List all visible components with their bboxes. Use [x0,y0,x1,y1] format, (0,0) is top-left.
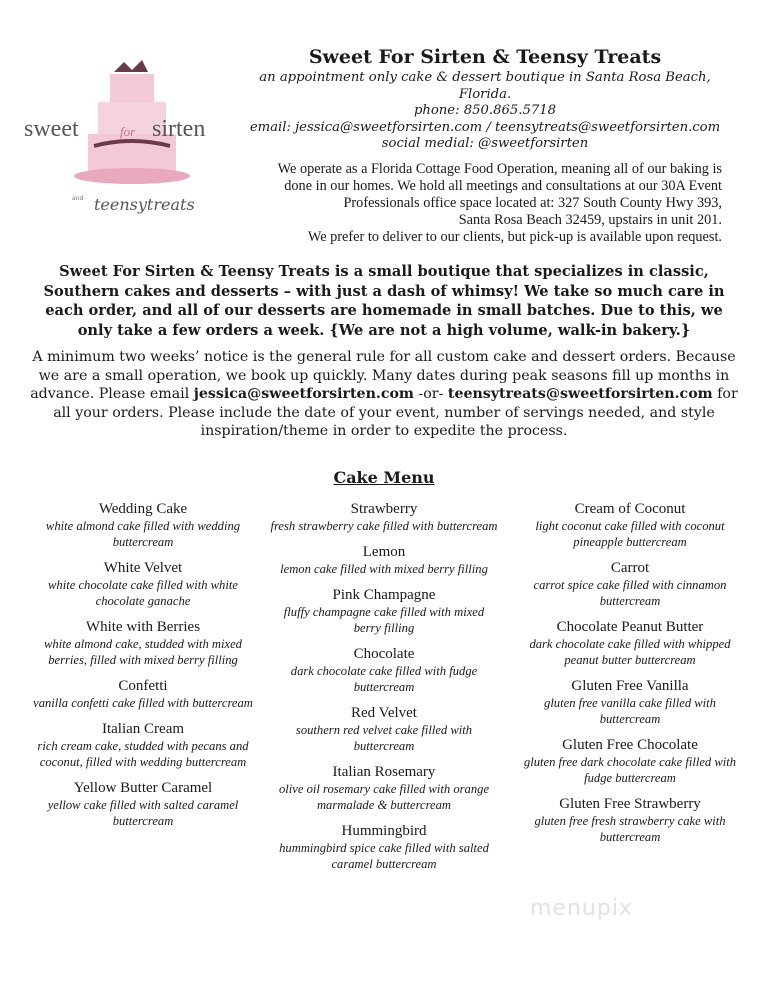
menu-item-desc: dark chocolate cake filled with whipped peanut butter buttercream [529,637,731,667]
menu-item-name: Italian Cream [101,721,185,737]
menu-item-name: White with Berries [85,619,201,635]
menu-item-name: Red Velvet [351,705,417,721]
menu-column-3 [515,500,745,854]
menu-item-name: Gluten Free Vanilla [571,678,689,694]
svg-text:sirten: sirten [152,116,206,142]
menu-item [515,559,745,609]
menu-item-name: Lemon [362,544,406,560]
menu-column-2 [269,500,499,881]
intro-paragraph: Sweet For Sirten & Teensy Treats is a small boutique that specializes in classic, Southern cakes and desserts – with just a dash of whimsy! We take so much care in each order, and all of our desserts are homemade in small batches. Due to this, we only take a few orders a week. {We are not a high volume, walk-in bakery.} [43,263,725,339]
email: email: jessica@sweetforsirten.com / teensytreats@sweetforsirten.com [249,119,721,135]
svg-text:teensytreats: teensytreats [94,195,195,214]
menu-column-1 [28,500,258,838]
menu-item [269,704,499,754]
menu-item [515,795,745,845]
menu-item [515,677,745,727]
notice-text: for all your orders. Please include the date of your event, number of servings needed, and style inspiration/theme in order to expedite the process. [53,386,738,439]
menu-item [269,822,499,872]
menu-item-desc: gluten free dark chocolate cake filled with fudge buttercream [523,755,737,785]
svg-text:and: and [72,195,84,202]
menu-item-desc: white almond cake, studded with mixed berries, filled with mixed berry filling [44,637,242,667]
menu-item-desc: yellow cake filled with salted caramel buttercream [47,798,239,828]
email-link[interactable]: jessica@sweetforsirten.com [193,386,414,402]
business-title: Sweet For Sirten & Teensy Treats [308,46,662,68]
svg-text:for: for [120,124,136,139]
menu-item-desc: hummingbird spice cake filled with salted caramel buttercream [279,841,489,871]
menu-item-desc: white almond cake filled with wedding buttercream [45,519,241,549]
notice-text: A minimum two weeks’ notice is the general rule for all custom cake and dessert orders. Because we are a small operation, we book up quickly. Many dates during peak seasons fill up months in advance. Please email [30,349,736,402]
menu-item [515,500,745,550]
watermark: menupix [530,896,633,921]
menu-item [269,645,499,695]
menu-item-name: Strawberry [350,501,418,517]
menu-item [28,720,258,770]
menu-item-name: Gluten Free Chocolate [562,737,698,753]
menu-item-desc: lemon cake filled with mixed berry filling [280,562,488,576]
menu-item-desc: white chocolate cake filled with white chocolate ganache [48,578,238,608]
menu-item-desc: light coconut cake filled with coconut pineapple buttercream [535,519,725,549]
menu-item [28,677,258,711]
ops-line: Santa Rosa Beach 32459, upstairs in unit 201. [458,211,722,228]
logo [22,50,242,230]
menu-item-desc: gluten free vanilla cake filled with buttercream [544,696,716,726]
notice-or: -or- [413,386,448,402]
tagline: an appointment only cake & dessert boutique in Santa Rosa Beach, Florida. [259,70,711,102]
menu-item [28,618,258,668]
operations-info [248,161,722,246]
menu-item-desc: gluten free fresh strawberry cake with buttercream [534,814,726,844]
menu-item-name: Chocolate [353,646,415,662]
menu-item-name: Chocolate Peanut Butter [556,619,704,635]
menu-item-name: Italian Rosemary [332,764,436,780]
svg-text:sweet: sweet [24,116,79,142]
menu-item [269,543,499,577]
menu-item-name: Gluten Free Strawberry [559,796,701,812]
social: social medial: @sweetforsirten [381,136,589,151]
ops-line: We prefer to deliver to our clients, but pick-up is available upon request. [307,228,722,245]
menu-item-name: Yellow Butter Caramel [73,780,213,796]
menu-title: Cake Menu [333,468,435,487]
menu-item-desc: olive oil rosemary cake filled with orange marmalade & buttercream [278,782,490,812]
menu-item [515,736,745,786]
menu-item [269,586,499,636]
menu-item [515,618,745,668]
header [248,44,722,246]
menu-item [269,763,499,813]
menu-item-name: Carrot [610,560,650,576]
menu-item-desc: rich cream cake, studded with pecans and coconut, filled with wedding buttercream [37,739,249,769]
ops-line: We operate as a Florida Cottage Food Operation, meaning all of our baking is [277,160,722,177]
cake-logo-icon [22,50,242,230]
menu-item-desc: vanilla confetti cake filled with buttercream [33,696,253,710]
menu-item [269,500,499,534]
notice-paragraph [20,348,748,441]
menu-item-name: Cream of Coconut [574,501,686,517]
menu-item-name: Wedding Cake [98,501,188,517]
menu-item [28,500,258,550]
menu-item [28,559,258,609]
menu-item-desc: dark chocolate cake filled with fudge buttercream [290,664,478,694]
menu-item-name: Pink Champagne [332,587,436,603]
email-link[interactable]: teensytreats@sweetforsirten.com [447,386,713,402]
ops-line: Professionals office space located at: 327 South County Hwy 393, [343,194,722,211]
ops-line: done in our homes. We hold all meetings and consultations at our 30A Event [284,177,722,194]
menu-item-desc: carrot spice cake filled with cinnamon buttercream [533,578,727,608]
menu-item-name: Hummingbird [341,823,427,839]
menu-item-desc: fresh strawberry cake filled with buttercream [270,519,498,533]
menu-item-desc: southern red velvet cake filled with buttercream [295,723,473,753]
menu-item-name: White Velvet [103,560,183,576]
menu-item-desc: fluffy champagne cake filled with mixed berry filling [283,605,485,635]
menu-item [28,779,258,829]
phone: phone: 850.865.5718 [413,103,557,118]
menu-item-name: Confetti [118,678,168,694]
